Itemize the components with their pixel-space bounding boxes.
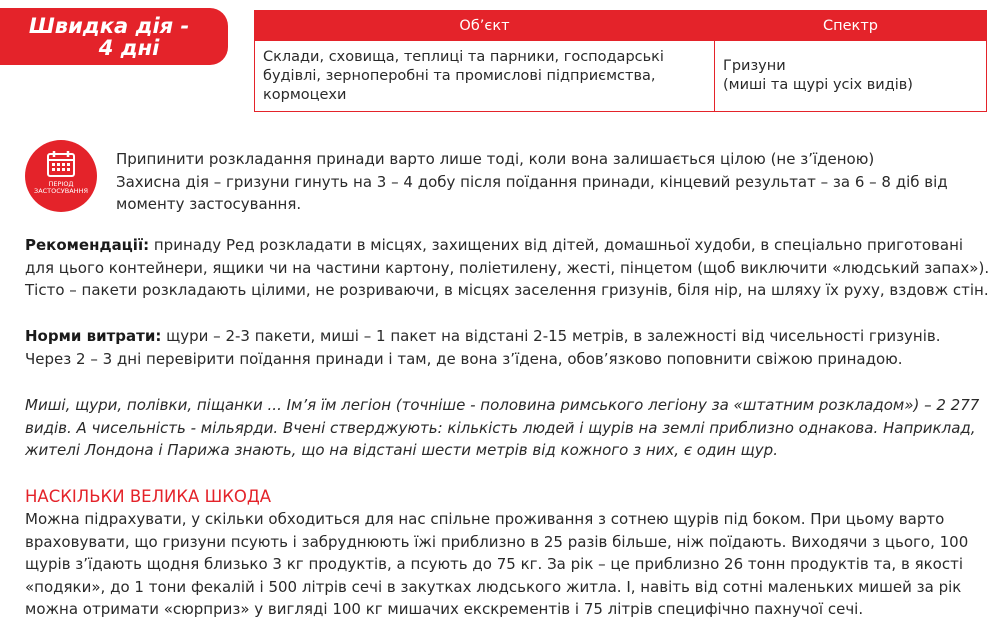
period-caption (34, 181, 88, 195)
period-caption-line-2: ЗАСТОСУВАННЯ (34, 187, 88, 195)
damage-heading: НАСКІЛЬКИ ВЕЛИКА ШКОДА (25, 487, 272, 506)
spectrum-cell (715, 41, 987, 112)
spectrum-line-1: Гризуни (723, 58, 786, 74)
norms-label: Норми витрати: (25, 327, 162, 345)
period-line-1: Припинити розкладання принади варто лише тоді, коли вона залишається цілою (не з’їденою) (116, 150, 875, 168)
badge-line-2: 4 дні (98, 35, 160, 60)
period-line-2: Захисна дія – гризуни гинуть на 3 – 4 добу після поїдання принади, кінцевий результат – за 6 – 8 діб від моменту застосування. (116, 172, 948, 213)
spectrum-line-2: (миші та щурі усіх видів) (723, 77, 913, 93)
period-text (116, 148, 991, 216)
badge-line-1: Швидка дія - (28, 13, 190, 38)
calendar-icon (46, 150, 76, 178)
norms-paragraph (25, 325, 990, 370)
header-object: Об’єкт (255, 11, 715, 41)
object-spectrum-table (254, 10, 987, 112)
header-spectrum: Спектр (715, 11, 987, 41)
recommendations-paragraph (25, 234, 990, 302)
damage-paragraph: Можна підрахувати, у скільки обходиться для нас спільне проживання з сотнею щурів під боком. При цьому варто враховувати, що гризуни псують і забруднюють їжі приблизно в 25 разів більше, ніж поїдають. Виходячи з цього, 100 щурів з’їдають щодня близько 3 кг продуктів, а псують до 75 кг. За рік – це приблизно 26 тонн продуктів та, в якості «подяки», до 1 тони фекалій і 500 літрів сечі в закутках людського житла. І, навіть від сотні маленьких мишей за рік можна отримати «сюрприз» у вигляді 100 кг мишачих екскрементів і 75 літрів специфічно пахнучої сечі. (25, 510, 969, 618)
period-caption-line-1: ПЕРІОД (48, 180, 74, 188)
recommendations-label: Рекомендації: (25, 236, 150, 254)
quick-action-badge (0, 8, 228, 65)
object-cell: Склади, сховища, теплиці та парники, господарські будівлі, зерноперобні та промислові підприємства, кормоцехи (255, 41, 715, 112)
norms-text: щури – 2-3 пакети, миші – 1 пакет на відстані 2-15 метрів, в залежності від чисельності гризунів. Через 2 – 3 дні перевірити поїдання принади і там, де вона з’їдена, обов’язково поповнити свіжою принадою. (25, 327, 941, 368)
period-calendar-icon (25, 140, 97, 212)
italic-note: Миші, щури, полівки, піщанки ... Ім’я їм легіон (точніше - половина римського легіону за «штатним розкладом») – 2 277 видів. А чисельність - мільярди. Вчені стверджують: кількість людей і щурів на землі приблизно однакова. Наприклад, жителі Лондона і Парижа знають, що на відстані шести метрів від кожного з них, є один щур. (25, 396, 980, 459)
recommendations-text: принаду Ред розкладати в місцях, захищених від дітей, домашньої худоби, в спеціально приготовані для цього контейнери, ящики чи на частини картону, поліетилену, жесті, пінцетом (щоб виключити «людський запах»). Тісто – пакети розкладають цілими, не розриваючи, в місцях заселення гризунів, біля нір, на шляху їх руху, вздовж стін. (25, 236, 990, 299)
table-row (255, 41, 987, 112)
